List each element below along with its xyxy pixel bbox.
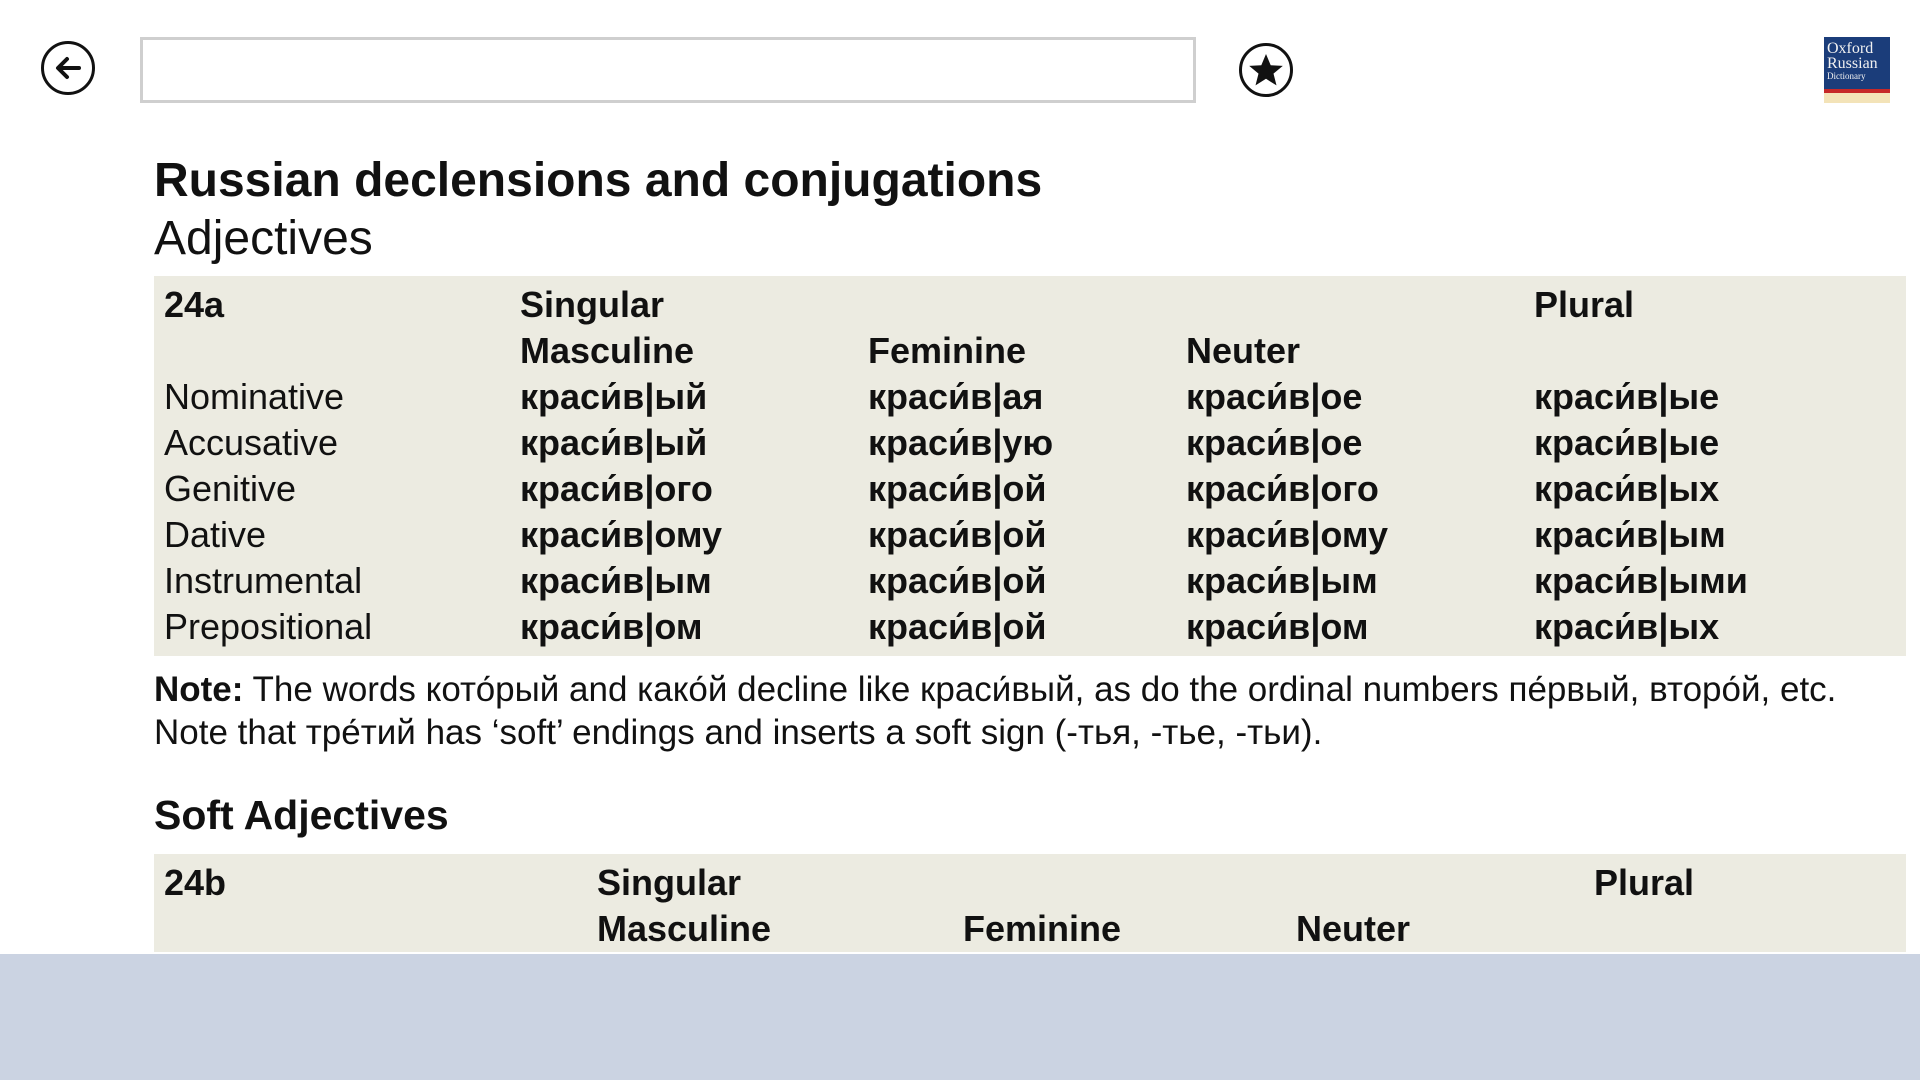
table-header-row: [154, 854, 1906, 906]
case-label: Dative: [164, 514, 267, 555]
table-cell: краси́в|ом: [520, 606, 703, 647]
star-icon: [1247, 51, 1285, 89]
plural-header: Plural: [1594, 862, 1695, 903]
declension-table-24b: [154, 854, 1906, 952]
neuter-header: Neuter: [1296, 908, 1411, 949]
soft-adjectives-heading: Soft Adjectives: [154, 792, 449, 838]
table-cell: краси́в|ый: [520, 376, 708, 417]
table-cell: краси́в|ой: [868, 560, 1047, 601]
page-subtitle: Adjectives: [154, 212, 373, 265]
table-cell: краси́в|ые: [1534, 376, 1720, 417]
case-label: Genitive: [164, 468, 297, 509]
table-cell: краси́в|ого: [1186, 468, 1379, 509]
singular-header: Singular: [597, 862, 742, 903]
case-label: Nominative: [164, 376, 345, 417]
table-cell: краси́в|ой: [868, 468, 1047, 509]
search-input[interactable]: [140, 37, 1196, 103]
table-cell: краси́в|ую: [868, 422, 1054, 463]
feminine-header: Feminine: [868, 330, 1027, 371]
case-label: Accusative: [164, 422, 339, 463]
table-cell: краси́в|ый: [520, 422, 708, 463]
note-paragraph: [154, 668, 1906, 754]
gender-header-row: [154, 328, 1906, 374]
favorite-button[interactable]: [1239, 43, 1293, 97]
table-id: 24a: [164, 284, 225, 325]
table-cell: краси́в|ой: [868, 514, 1047, 555]
plural-header: Plural: [1534, 284, 1635, 325]
table-header-row: [154, 276, 1906, 328]
bottom-app-bar: [0, 954, 1920, 1080]
note-label: Note:: [154, 670, 244, 709]
table-cell: краси́в|ое: [1186, 422, 1363, 463]
table-row: [154, 466, 1906, 512]
table-row: [154, 374, 1906, 420]
logo-line-2: Russian: [1827, 55, 1878, 72]
table-cell: краси́в|ым: [1534, 514, 1726, 555]
table-row: [154, 604, 1906, 656]
article-content: [154, 150, 1906, 952]
gender-header-row: [154, 906, 1906, 952]
oxford-russian-dictionary-logo: [1824, 37, 1890, 103]
case-label: Instrumental: [164, 560, 363, 601]
top-bar: [0, 0, 1920, 130]
note-text: The words кото́рый and како́й decline like краси́вый, as do the ordinal numbers пе́рвый, второ́й, etc. Note that тре́тий has ‘soft’ endings and inserts a soft sign (-тья, -тье, -тьи).: [154, 670, 1837, 752]
logo-line-3: Dictionary: [1827, 71, 1866, 81]
case-label: Prepositional: [164, 606, 373, 647]
singular-header: Singular: [520, 284, 665, 325]
table-cell: краси́в|ая: [868, 376, 1044, 417]
masculine-header: Masculine: [520, 330, 695, 371]
table-row: [154, 558, 1906, 604]
table-cell: краси́в|ом: [1186, 606, 1369, 647]
masculine-header: Masculine: [597, 908, 772, 949]
page-title: Russian declensions and conjugations: [154, 154, 1043, 207]
table-cell: краси́в|ые: [1534, 422, 1720, 463]
table-cell: краси́в|ым: [520, 560, 712, 601]
table-cell: краси́в|ых: [1534, 468, 1720, 509]
table-row: [154, 512, 1906, 558]
back-arrow-icon: [51, 51, 85, 85]
table-cell: краси́в|ыми: [1534, 560, 1748, 601]
declension-table-24a: [154, 276, 1906, 656]
table-cell: краси́в|ого: [520, 468, 713, 509]
table-cell: краси́в|ых: [1534, 606, 1720, 647]
back-button[interactable]: [41, 41, 95, 95]
table-id: 24b: [164, 862, 227, 903]
logo-band: [1824, 93, 1890, 103]
table-row: [154, 420, 1906, 466]
table-cell: краси́в|ым: [1186, 560, 1378, 601]
table-cell: краси́в|ое: [1186, 376, 1363, 417]
table-cell: краси́в|ой: [868, 606, 1047, 647]
table-cell: краси́в|ому: [1186, 514, 1389, 555]
feminine-header: Feminine: [963, 908, 1122, 949]
table-cell: краси́в|ому: [520, 514, 723, 555]
logo-line-1: Oxford: [1827, 40, 1874, 57]
neuter-header: Neuter: [1186, 330, 1301, 371]
